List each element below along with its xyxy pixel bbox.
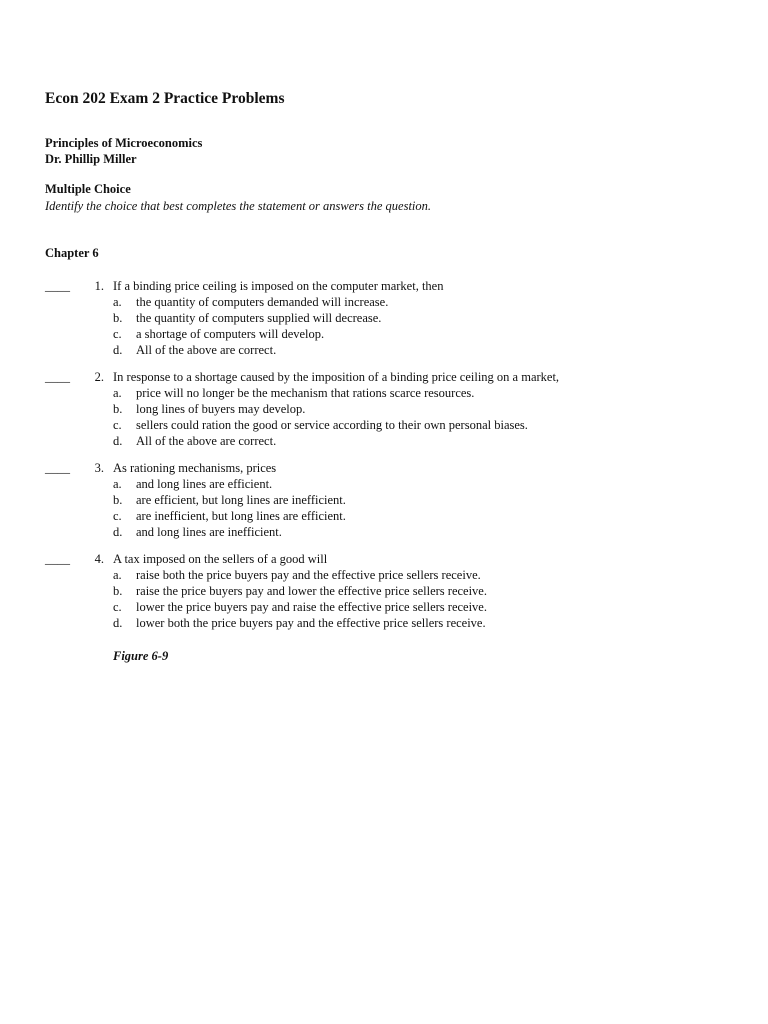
choice-text: the quantity of computers demanded will increase.: [136, 295, 389, 309]
choice-letter: b.: [113, 584, 123, 598]
course-name: Principles of Microeconomics: [45, 136, 203, 150]
answer-blank: ____: [45, 552, 70, 566]
choice-letter: a.: [113, 386, 122, 400]
choice-text: are efficient, but long lines are inefficient.: [136, 493, 346, 507]
question-number: 3.: [94, 461, 104, 475]
choice-letter: d.: [113, 525, 123, 539]
choice-letter: a.: [113, 295, 122, 309]
question-stem: If a binding price ceiling is imposed on the computer market, then: [113, 279, 444, 293]
question-stem: As rationing mechanisms, prices: [113, 461, 277, 475]
choice-letter: b.: [113, 402, 123, 416]
instructor-name: Dr. Phillip Miller: [45, 152, 137, 166]
choice-letter: d.: [113, 616, 123, 630]
choice-text: raise both the price buyers pay and the effective price sellers receive.: [136, 568, 481, 582]
choice-letter: d.: [113, 343, 123, 357]
choice-letter: c.: [113, 327, 122, 341]
question-number: 4.: [94, 552, 104, 566]
choice-letter: a.: [113, 568, 122, 582]
choice-text: long lines of buyers may develop.: [136, 402, 306, 416]
course-info: [45, 135, 202, 167]
document-title: Econ 202 Exam 2 Practice Problems: [45, 90, 285, 107]
choice-letter: b.: [113, 311, 123, 325]
answer-blank: ____: [45, 279, 70, 293]
instructions-text: Identify the choice that best completes the statement or answers the question.: [45, 199, 432, 213]
choice-text: All of the above are correct.: [136, 434, 277, 448]
choice-text: and long lines are inefficient.: [136, 525, 282, 539]
answer-blank: ____: [45, 370, 70, 384]
choice-text: price will no longer be the mechanism that rations scarce resources.: [136, 386, 475, 400]
choice-text: sellers could ration the good or service according to their own personal biases.: [136, 418, 528, 432]
choice-text: are inefficient, but long lines are efficient.: [136, 509, 346, 523]
choice-letter: a.: [113, 477, 122, 491]
choice-text: and long lines are efficient.: [136, 477, 273, 491]
section-heading: Multiple Choice: [45, 182, 131, 196]
choice-text: lower both the price buyers pay and the effective price sellers receive.: [136, 616, 486, 630]
choice-letter: c.: [113, 418, 122, 432]
question-stem: In response to a shortage caused by the imposition of a binding price ceiling on a market,: [113, 370, 560, 384]
choice-text: a shortage of computers will develop.: [136, 327, 325, 341]
question-number: 2.: [94, 370, 104, 384]
choice-letter: b.: [113, 493, 123, 507]
choice-text: raise the price buyers pay and lower the effective price sellers receive.: [136, 584, 487, 598]
answer-blank: ____: [45, 461, 70, 475]
choice-text: lower the price buyers pay and raise the effective price sellers receive.: [136, 600, 487, 614]
figure-label: Figure 6-9: [113, 649, 169, 663]
choice-letter: d.: [113, 434, 123, 448]
choice-letter: c.: [113, 600, 122, 614]
question-stem: A tax imposed on the sellers of a good will: [113, 552, 328, 566]
question-number: 1.: [94, 279, 104, 293]
choice-letter: c.: [113, 509, 122, 523]
choice-text: the quantity of computers supplied will decrease.: [136, 311, 382, 325]
choice-text: All of the above are correct.: [136, 343, 277, 357]
chapter-heading: Chapter 6: [45, 246, 99, 260]
